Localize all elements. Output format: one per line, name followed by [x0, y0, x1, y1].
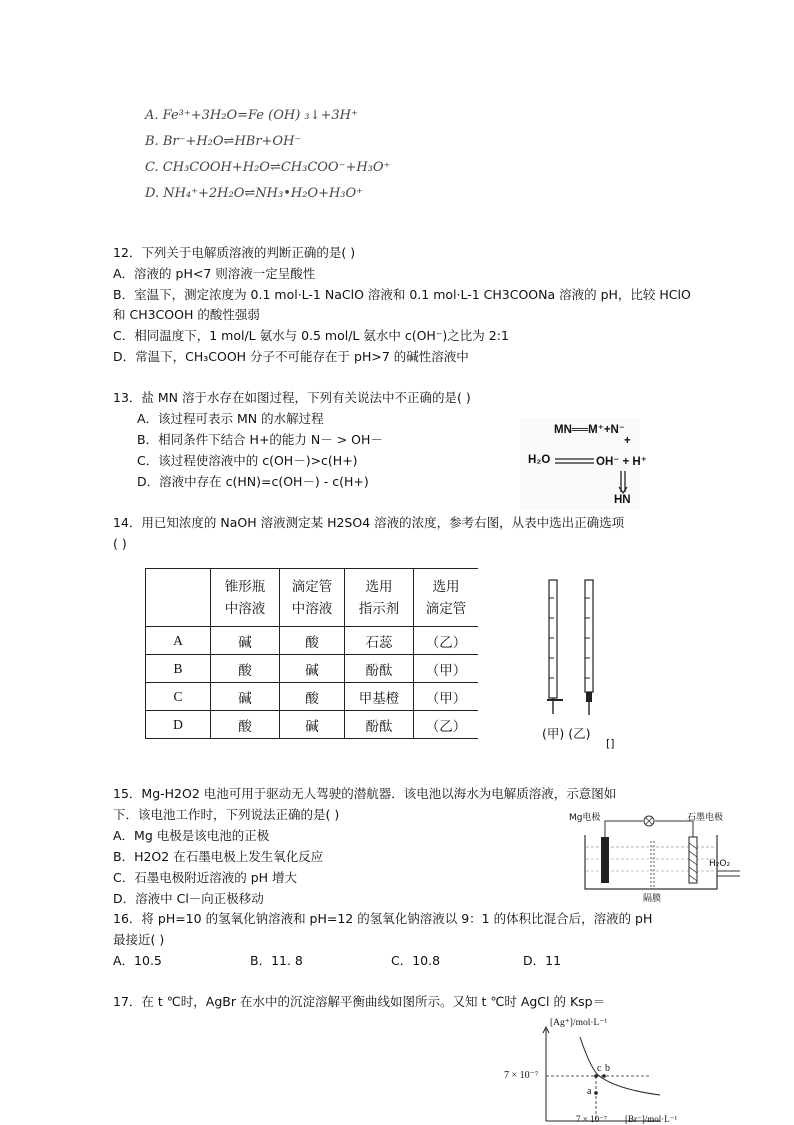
q12-stem: 12．下列关于电解质溶液的判断正确的是( )	[113, 245, 356, 260]
q14-header-cell: 锥形瓶 中溶液	[211, 569, 280, 627]
q13-option-d: D．溶液中存在 c(HN)=c(OH－) - c(H+)	[137, 474, 369, 489]
q14-cell: D	[146, 711, 211, 739]
q14-stem: 14．用已知浓度的 NaOH 溶液测定某 H2SO4 溶液的浓度，参考右图，从表中选出正确选项	[113, 515, 625, 530]
q17-point-a-label: a	[587, 1086, 592, 1097]
q16-option-a: A．10.5	[113, 953, 162, 968]
q15-graphite-label: 石墨电极	[687, 813, 724, 823]
table-row	[146, 683, 479, 711]
q14-table	[145, 568, 478, 739]
q14-cell: 酸	[280, 683, 345, 711]
q17-solubility-graph	[500, 1017, 700, 1123]
q13-diagram-plus: +	[624, 435, 631, 447]
q15-membrane-label: 隔膜	[643, 894, 662, 904]
q14-cell: A	[146, 627, 211, 655]
q13-diagram-water: H₂O	[528, 454, 551, 466]
q12-option-a: A．溶液的 pH<7 则溶液一定呈酸性	[113, 266, 316, 281]
q13-diagram-row1: MN══M⁺+N⁻	[554, 424, 625, 436]
q15-stem-line1: 15．Mg-H2O2 电池可用于驱动无人驾驶的潜航器．该电池以海水为电解质溶液，示意图如	[113, 786, 617, 801]
q14-cell: （甲）	[414, 683, 479, 711]
q12-option-b-line1: B．室温下，测定浓度为 0.1 mol·L-1 NaClO 溶液和 0.1 mol·L-1 CH3COONa 溶液的 pH，比较 HClO	[113, 287, 691, 302]
q16-option-b: B．11. 8	[250, 953, 303, 968]
q15-option-c: C．石墨电极附近溶液的 pH 增大	[113, 870, 298, 885]
q13-hydrolysis-diagram	[520, 418, 647, 510]
q16-stem-line1: 16．将 pH=10 的氢氧化钠溶液和 pH=12 的氢氧化钠溶液以 9：1 的体积比混合后，溶液的 pH	[113, 911, 653, 926]
q14-cell: 碱	[280, 711, 345, 739]
q17-ylabel: [Ag⁺]/mol·L⁻¹	[550, 1018, 608, 1028]
q14-cell: 碱	[211, 683, 280, 711]
q14-cell: 石蕊	[345, 627, 414, 655]
q17-xtick: 7 × 10⁻⁷	[576, 1114, 607, 1124]
q14-cell: 酸	[280, 627, 345, 655]
q11-option-b: B. Br⁻+H₂O⇌HBr+OH⁻	[145, 134, 302, 149]
q15-battery-diagram	[569, 813, 741, 904]
q14-table-header-row	[146, 569, 479, 627]
table-row	[146, 711, 479, 739]
q15-h2o2-label: H₂O₂	[709, 859, 731, 869]
q15-battery-drawing	[581, 813, 741, 903]
q13-down-arrow	[617, 470, 629, 494]
q15-option-d: D．溶液中 Cl－向正极移动	[113, 891, 264, 906]
table-row	[146, 627, 479, 655]
q14-cell: （乙）	[414, 627, 479, 655]
q17-ytick: 7 × 10⁻⁷	[504, 1070, 539, 1081]
table-row	[146, 655, 479, 683]
q16-stem-line2: 最接近( )	[113, 932, 165, 947]
q17-stem: 17．在 t ℃时，AgBr 在水中的沉淀溶解平衡曲线如图所示。又知 t ℃时 AgCl 的 Ksp＝	[113, 994, 606, 1009]
q14-paren: ( )	[113, 536, 127, 551]
base-burette-yi	[585, 580, 593, 715]
q14-figure-label: (甲) (乙)	[542, 726, 591, 741]
q13-diagram-ions: OH⁻ + H⁺	[596, 456, 647, 468]
q16-option-c: C．10.8	[391, 953, 441, 968]
q11-option-a: A. Fe³⁺+3H₂O=Fe (OH) ₃↓+3H⁺	[145, 108, 358, 123]
q13-equilibrium-arrow	[554, 456, 596, 466]
q14-cell: 酸	[211, 711, 280, 739]
q14-cell: 酚酞	[345, 655, 414, 683]
q17-xlabel: [Br⁻]/mol·L⁻¹	[625, 1114, 678, 1124]
q14-cell: 碱	[211, 627, 280, 655]
q13-diagram-hn: HN	[614, 494, 631, 506]
q13-option-c: C．该过程使溶液中的 c(OH－)>c(H+)	[137, 453, 358, 468]
q13-stem: 13．盐 MN 溶于水存在如图过程，下列有关说法中不正确的是( )	[113, 390, 471, 405]
q12-option-c: C．相同温度下，1 mol/L 氨水与 0.5 mol/L 氨水中 c(OH⁻)之比为 2:1	[113, 328, 509, 343]
q14-cell: B	[146, 655, 211, 683]
q14-header-cell	[146, 569, 211, 627]
q14-cell: C	[146, 683, 211, 711]
q15-option-b: B．H2O2 在石墨电极上发生氧化反应	[113, 849, 324, 864]
q13-option-a: A．该过程可表示 MN 的水解过程	[137, 411, 324, 426]
q15-stem-line2: 下．该电池工作时，下列说法正确的是( )	[113, 807, 340, 822]
q11-option-c: C. CH₃COOH+H₂O⇌CH₃COO⁻+H₃O⁺	[145, 160, 391, 175]
q14-cell: （乙）	[414, 711, 479, 739]
q14-cell: 酸	[211, 655, 280, 683]
q14-figure-extra: []	[606, 737, 615, 750]
q14-burettes-figure	[535, 578, 615, 728]
acid-burette-jia	[547, 580, 563, 714]
q17-point-b-label: b	[605, 1063, 610, 1074]
q12-option-d: D．常温下，CH₃COOH 分子不可能存在于 pH>7 的碱性溶液中	[113, 349, 469, 364]
q14-cell: 甲基橙	[345, 683, 414, 711]
q16-option-d: D．11	[523, 953, 562, 968]
q14-cell: 酚酞	[345, 711, 414, 739]
q14-header-cell: 选用 滴定管	[414, 569, 479, 627]
q17-point-c-label: c	[597, 1063, 602, 1074]
q14-header-cell: 滴定管 中溶液	[280, 569, 345, 627]
q14-cell: （甲）	[414, 655, 479, 683]
q14-header-cell: 选用 指示剂	[345, 569, 414, 627]
q14-cell: 碱	[280, 655, 345, 683]
q12-option-b-line2: 和 CH3COOH 的酸性强弱	[113, 307, 260, 322]
q11-option-d: D. NH₄⁺+2H₂O⇌NH₃•H₂O+H₃O⁺	[145, 186, 364, 201]
q15-mg-label: Mg电极	[569, 813, 601, 823]
q15-option-a: A．Mg 电极是该电池的正极	[113, 828, 270, 843]
q13-option-b: B．相同条件下结合 H+的能力 N－ > OH－	[137, 432, 383, 447]
